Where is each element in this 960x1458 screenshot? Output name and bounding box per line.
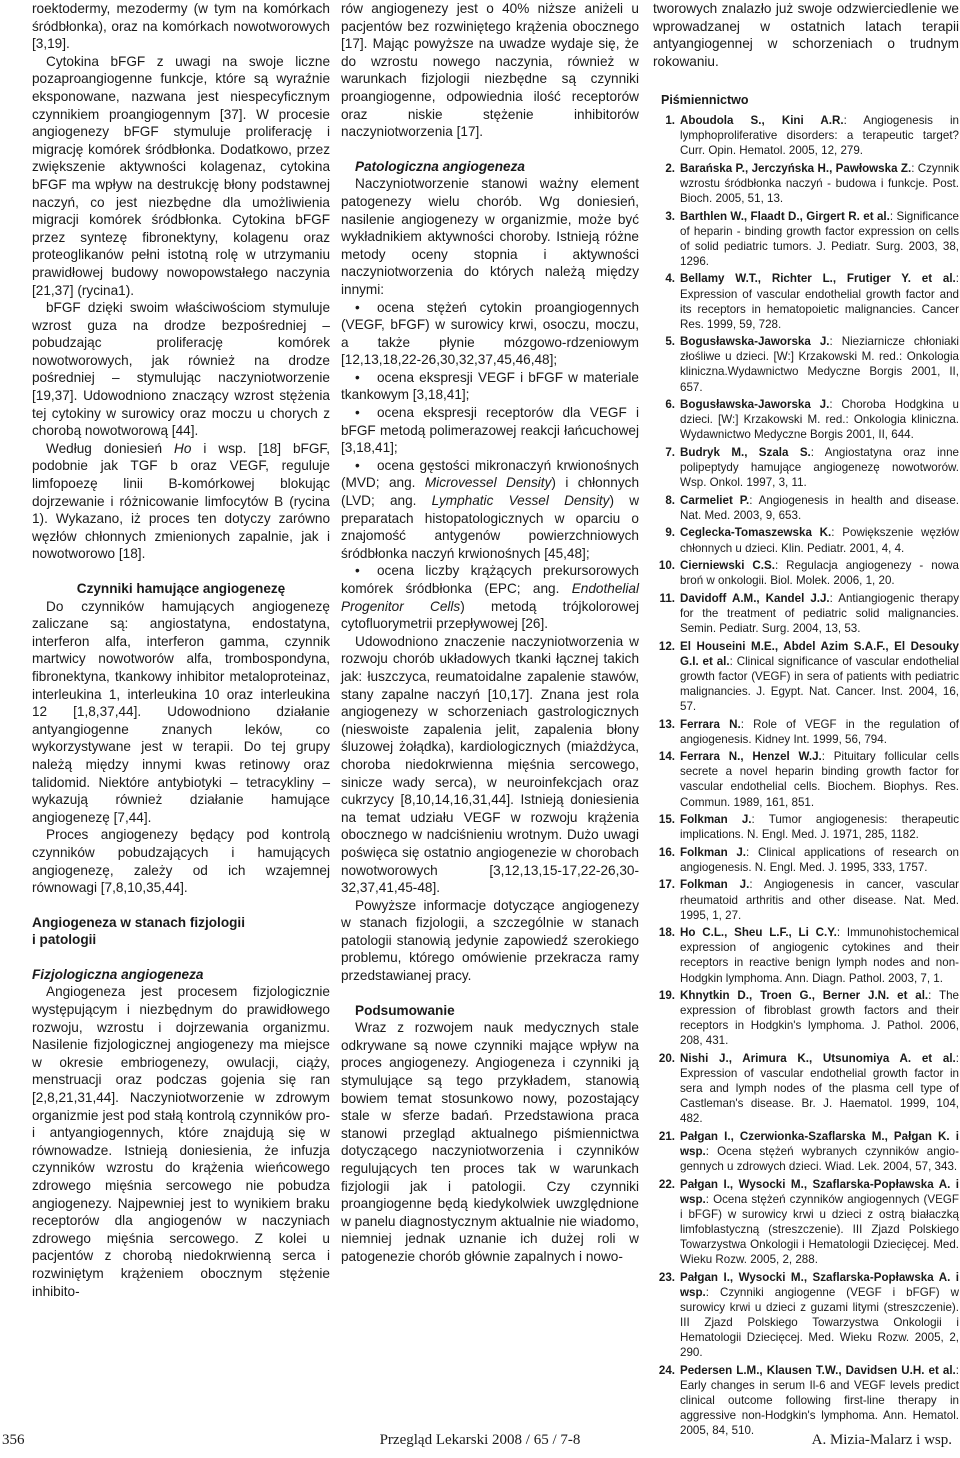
- bullet-icon: •: [355, 299, 360, 315]
- list-item-text: ocena ekspresji receptorów dla VEGF i bFGF metodą polimerazowej reakcji łańcuchowej [3,18,41];: [341, 405, 639, 456]
- list-item: [341, 299, 639, 369]
- reference-details: : Regulacja angiogenezy - nowa broń w onkologii. Biol. Molek. 2006, 1, 20.: [680, 559, 959, 588]
- column-middle: [341, 0, 639, 1266]
- section-heading: Podsumowanie: [355, 1002, 455, 1018]
- section-heading: [32, 914, 330, 949]
- reference-text: [680, 845, 959, 875]
- reference-number: 7.: [665, 445, 675, 459]
- reference-details: : The expression of fibroblast growth factors and their receptors in Hodgkin's lymphoma. J. Pathol. 2006, 208, 431.: [680, 989, 959, 1048]
- reference-authors: Ferrara N., Henzel W.J.: [680, 750, 822, 764]
- reference-item: [653, 639, 959, 714]
- reference-text: [680, 161, 959, 206]
- reference-item: [653, 558, 959, 588]
- text-run: ) i chłonnych (LVD; ang.: [341, 475, 639, 509]
- reference-details: : Expression of vascular endothelial growth factor in sera and lymph nodes of the plasma cell type of Castleman's disease. Br. J. Haematol. 1999, 104, 482.: [680, 1052, 959, 1126]
- list-item-text: ocena stężeń cytokin proangiogennych (VEGF, bFGF) w surowicy krwi, osoczu, moczu, a także płynie mózgowo-rdzeniowym [12,13,18,22-26,30,32,37,45,46,48];: [341, 299, 639, 368]
- reference-details: : Angiogenesis in lymphoproliferative disorders: a terapeutic target? Curr. Opin. Hematol. 2005, 12, 279.: [680, 113, 959, 158]
- paragraph: Naczyniotworzenie stanowi ważny element patogenezy wielu chorób. Wg doniesień, nasilenie angiogenezy w organizmie, może być wykładnikiem aktywności choroby. Istnieją różne metody oceny stopnia i aktywności naczyniotworzenia do których należą między innymi:: [341, 176, 639, 297]
- reference-text: [680, 749, 959, 809]
- paragraph: Udowodniono znaczenie naczyniotworzenia w rozwoju chorób układowych tkanki łącznej takich jak: łuszczyca, reumatoidalne zapalenie stawów, stany zapalne naczyń [10,17]. Znana jest rola angiogenezy w schorzeniach gastrologicznych (nieswoiste zapalenia jelit, zapalenia błony śluzowej żołądka), kardiologicznych (miażdżyca, choroba niedokrwienna mięśnia sercowego, sinicze wady serca), w neuroinfekcjach oraz cukrzycy [8,10,14,16,31,44]. Istnieją doniesienia na temat udziału VEGF w rozwoju krążenia obocznego w nadciśnieniu wrotnym. Dużo uwagi poświęca się ostatnio angiogenezie w chorobach nowotworowych [3,12,13,15-17,22-26,30-32,37,41,45-48].: [341, 633, 639, 896]
- reference-number: 4.: [665, 272, 675, 286]
- reference-authors: Folkman J.: [680, 813, 752, 827]
- reference-text: [680, 525, 959, 555]
- reference-details: : Immunohistochemical expression of angiogenic cytokines and their receptors in reactive benign lymph nodes and non-Hodgkin lymphoma. Ann. Diagn. Pathol. 2003, 7, 1.: [680, 926, 959, 985]
- reference-authors: Nishi J., Arimura K., Utsunomiya A. et al.: [680, 1052, 956, 1065]
- reference-item: [653, 1363, 959, 1438]
- italic-text: Lymphatic Vessel Density: [431, 493, 610, 509]
- reference-text: [680, 1270, 959, 1361]
- reference-text: [680, 812, 959, 842]
- reference-item: [653, 877, 959, 922]
- reference-item: [653, 161, 959, 206]
- reference-authors: El Houseini M.E., Abdel Azim S.A.F., El Desouky G.I. et al.: [680, 639, 959, 668]
- text-run: Według doniesień: [46, 440, 175, 456]
- italic-text: Endothelial Progenitor Cells: [341, 581, 639, 614]
- bullet-icon: •: [355, 563, 360, 579]
- paragraph: bFGF dzięki swoim właściwościom stymuluje wzrost guza na drodze bezpośredniej – pobudzając proliferację komórek nowotworowych, jak również na drodze pośredniej – stymulując naczyniotworzenie [19,37]. Udowodniono znaczący wzrost stężenia tej cytokiny w surowicy oraz moczu u chorych z chorobą nowotworową [44].: [32, 300, 330, 439]
- bullet-icon: •: [355, 457, 360, 473]
- reference-number: 16.: [658, 845, 675, 859]
- reference-number: 10.: [658, 559, 675, 573]
- paragraph: Angiogeneza jest procesem fizjologicznie występującym i niezbędnym do prawidłowego rozwoju, wzrostu i dojrzewania organizmu. Nasilenie fizjologicznej angiogenezy ma miejsce w okresie embriogenezy, owulacji, ciąży, menstruacji oraz podczas gojenia się ran [2,8,21,31,44]. Naczyniotworzenie w zdrowym organizmie jest pod stałą kontrolą czynników pro- i antyangiogennych, które znajdują się w równowadze. Istnieją doniesienia, że infuzja czynników wzrostu do krążenia wieńcowego zdrowego mięśnia sercowego nie pobudza angiogenezy. Najpewniej jest to wynikiem braku receptorów dla angiogenów w naczyniach zdrowego mięśnia sercowego. Z kolei u pacjentów z chorobą niedokrwienną serca i rozwiniętym krążeniem obocznym stężenie inhibito-: [32, 984, 330, 1299]
- reference-details: : Ocena stężeń wybranych czynników angio-gennych u zdrowych dzieci. Wiad. Lek. 2004, 57, 343.: [680, 1145, 959, 1174]
- reference-details: : Antiangiogenic therapy for the treatment of pediatric solid malignancies. Semin. Pediatr. Surg. 2004, 13, 53.: [680, 591, 959, 635]
- reference-details: : Angiostatyna oraz inne polipeptydy hamujące angiogenezę nowotworów. Wsp. Onkol. 1997, 3, 11.: [680, 445, 959, 490]
- column-right: [653, 0, 959, 1441]
- reference-authors: Davidoff A.M., Kandel J.J.: [680, 591, 830, 605]
- list-item: [341, 562, 639, 632]
- page-footer: [0, 1432, 960, 1452]
- heading-line: i patologii: [32, 932, 97, 948]
- reference-item: [653, 1270, 959, 1361]
- reference-authors: Pałgan I., Wysocki M., Szaflarska-Popławska A. i wsp.: [680, 1270, 959, 1299]
- reference-text: [680, 271, 959, 331]
- italic-text: Microvessel Density: [424, 475, 552, 491]
- reference-number: 19.: [658, 989, 675, 1003]
- reference-details: : Czynniki angiogenne (VEGF i bFGF) w surowicy krwi u dzieci z guzami litymi (streszczenie). III Zjazd Polskiego Towarzystwa Onkologii i Hematologii Dziecięcej. Med. Wieku Rozw. 2005, 2, 290.: [680, 1285, 959, 1360]
- paragraph: rów angiogenezy jest o 40% niższe aniżeli u pacjentów bez rozwiniętego krążenia obocznego [17]. Mając powyższe na uwadze wydaje się, że do wzrostu nowego naczynia, również w warunkach fizjologii niezbędne są czynniki proangiogenne, odpowiednia ilość receptorów oraz niskie stężenie inhibitorów naczyniotworzenia [17].: [341, 1, 639, 140]
- reference-authors: Pałgan I., Czerwionka-Szaflarska M., Pałgan K. i wsp.: [680, 1129, 959, 1159]
- reference-details: : Angiogenesis in health and disease. Nat. Med. 2003, 9, 653.: [680, 493, 959, 522]
- list-item: [341, 369, 639, 404]
- reference-number: 23.: [658, 1270, 675, 1284]
- reference-number: 18.: [658, 926, 675, 940]
- reference-authors: Cierniewski C.S.: [680, 559, 775, 573]
- reference-details: : Angiogenesis in cancer, vascular rheumatoid arthritis and other disease. Nat. Med. 1995, 1, 27.: [680, 878, 960, 922]
- paragraph: [32, 440, 330, 563]
- reference-authors: Pałgan I., Wysocki M., Szaflarska-Popławska A. i wsp.: [680, 1177, 959, 1206]
- paragraph: Cytokina bFGF z uwagi na swoje liczne pozaproangiogenne funkcje, które są wyraźnie eksponowane, nazwana jest niespecyficznym czynnikiem proangiogennym [37]. W procesie angiogenezy bFGF stymuluje proliferację i migrację komórek śródbłonka. Dodatkowo, przez zwiększenie aktywności kolagenaz, cytokina bFGF ma wpływ na destrukcję błony podstawnej naczyń, co jest niezbędne dla umożliwienia migracji komórek śródbłonka. Cytokina bFGF przez syntezę fibronektyny, kolagenu oraz proteoglikanów pełni istotną rolę w utrzymaniu prawidłowej budowy nowopowstałego naczynia [21,37] (rycina1).: [32, 53, 330, 298]
- reference-authors: Khnytkin D., Troen G., Berner J.N. et al.: [680, 989, 929, 1003]
- references-heading: Piśmiennictwo: [661, 93, 749, 108]
- reference-text: [680, 1177, 959, 1268]
- reference-authors: Barthlen W., Flaadt D., Girgert R. et al.: [680, 209, 890, 223]
- reference-text: [680, 558, 959, 588]
- text-run: ocena gęstości mikronaczyń krwionośnych (MVD; ang.: [341, 457, 639, 491]
- reference-item: [653, 209, 959, 269]
- reference-number: 2.: [665, 161, 675, 175]
- reference-item: [653, 334, 959, 394]
- section-heading: Czynniki hamujące angiogenezę: [76, 581, 286, 596]
- reference-number: 20.: [658, 1052, 675, 1065]
- reference-details: : Ocena stężeń czynników angiogennych (VEGF i bFGF) w surowicy krwi u dzieci z ostrą białaczką limfoblastyczną (streszczenie). III Zjazd Polskiego Towarzystwa Onkologii i Hematologii Dziecięcej. Med. Wieku Rozw. 2005, 2, 288.: [680, 1192, 959, 1267]
- reference-authors: Aboudola S., Kini A.R.: [680, 113, 844, 127]
- reference-details: : Nieziarnicze chłoniaki złośliwe u dzieci. [W:] Krzakowski M. red.: Onkologia kliniczna.Wydawnictwo Medyczne Borgis 2001, II, 657.: [680, 335, 960, 394]
- reference-item: [653, 397, 959, 442]
- reference-number: 11.: [659, 591, 675, 605]
- heading-line: Angiogeneza w stanach fizjologii: [32, 914, 245, 930]
- reference-authors: Bogusławska-Jaworska J.: [680, 398, 830, 412]
- reference-details: : Role of VEGF in the regulation of angiogenesis. Kidney Int. 1999, 56, 794.: [680, 717, 959, 746]
- reference-item: [653, 1129, 959, 1174]
- paragraph: tworowych znalazło już swoje odzwierciedlenie we wprowadzanej w ostatnich latach terapii antyangiogennej w schorzeniach o trudnym rokowaniu.: [653, 1, 959, 69]
- column-left: [32, 0, 330, 1300]
- paragraph: Powyższe informacje dotyczące angiogenezy w stanach fizjologii, a szczególnie w stanach patologii stanowią jedynie zapowiedź szerokiego problemu, którego omówienie przekracza ramy przedstawianej pracy.: [341, 897, 639, 984]
- reference-number: 24.: [658, 1363, 675, 1377]
- reference-text: [680, 717, 959, 747]
- reference-item: [653, 525, 959, 555]
- paragraph: Wraz z rozwojem nauk medycznych stale odkrywane są nowe czynniki mające wpływ na proces angiogenezy. Angiogeneza i czynniki ją stymulujące są tego przykładem, stanowią bowiem temat stosunkowo nowy, pozostający stale w sferze badań. Przedstawiona praca stanowi przegląd aktualnego piśmiennictwa dotyczącego naczyniotworzenia i czynników regulujących ten proces tak w warunkach fizjologii jak i patologii. Czy czynniki proangiogenne będą kiedykolwiek uwzględnione w panelu diagnostycznym aktualnie nie wiadomo, niemniej jednak uznanie ich dużej roli w patogenezie chorób głównie zapalnych i nowo-: [341, 1020, 639, 1264]
- reference-number: 22.: [658, 1177, 675, 1191]
- text-run: ) w preparatach histopatologicznych w oparciu o znajomość antygenów powierzchniowych śródbłonka naczyń krwionośnych [45,48];: [341, 493, 640, 561]
- reference-number: 17.: [658, 878, 675, 892]
- reference-number: 12.: [658, 639, 675, 653]
- reference-text: [680, 925, 959, 985]
- reference-text: [680, 209, 959, 269]
- paragraph: roektodermy, mezodermy (w tym na komórkach śródbłonka), oraz na komórkach nowotworowych [3,19].: [32, 1, 330, 52]
- reference-details: : Powiększenie węzłów chłonnych u dzieci. Klin. Pediatr. 2001, 4, 4.: [680, 526, 959, 555]
- reference-text: [680, 334, 959, 394]
- reference-item: [653, 591, 959, 636]
- reference-details: : Choroba Hodgkina u dzieci. [W:] Krzakowski M. red.: Onkologia kliniczna. Wydawnictwo Medyczne Borgis 2001, II, 644.: [680, 398, 959, 442]
- reference-item: [653, 113, 959, 158]
- reference-item: [653, 445, 959, 490]
- reference-item: [653, 717, 959, 747]
- reference-text: [680, 1129, 959, 1174]
- paragraph: Do czynników hamujących angiogenezę zaliczane są: angiostatyna, endostatyna, interferon alfa, interferon gamma, czynnik martwicy nowotworów alfa, trombospondyna, fibronektyna, tkankowy inhibitor metaloproteinaz, interleukina 1, interleukina 10 oraz interleukina 12 [1,8,37,44]. Udowodniono działanie antyangiogenne znanych leków, co wykorzystywane jest w terapii. Do tej grupy należą między innymi kwas retinowy oraz talidomid. Niektóre antybiotyki – tetracykliny – wykazują również działanie hamujące angiogenezę [7,44].: [32, 598, 330, 825]
- reference-details: : Significance of heparin - binding growth factor expression on cells of solid pediatric tumors. J. Pediatr. Surg. 2003, 38, 1296.: [680, 209, 959, 268]
- reference-authors: Ferrara N.: [680, 717, 741, 731]
- reference-item: [653, 271, 959, 331]
- reference-authors: Barańska P., Jerczyńska H., Pawłowska Z.: [680, 161, 912, 175]
- reference-authors: Folkman J.: [680, 878, 750, 892]
- method-list: [341, 299, 639, 633]
- bullet-icon: •: [355, 405, 360, 421]
- reference-item: [653, 812, 959, 842]
- reference-text: [680, 988, 959, 1048]
- reference-item: [653, 749, 959, 809]
- reference-text: [680, 1051, 959, 1126]
- reference-authors: Ho C.L., Sheu L.F., Li C.Y.: [680, 926, 837, 940]
- reference-number: 5.: [665, 335, 675, 349]
- reference-text: [680, 639, 959, 714]
- reference-authors: Carmeliet P.: [680, 493, 750, 507]
- reference-authors: Folkman J.: [680, 845, 747, 859]
- reference-authors: Pedersen L.M., Klausen T.W., Davidsen U.H. et al.: [680, 1363, 956, 1377]
- reference-item: [653, 493, 959, 523]
- reference-item: [653, 1051, 959, 1126]
- reference-authors: Budryk M., Szala S.: [680, 445, 811, 459]
- reference-number: 8.: [665, 493, 675, 507]
- reference-number: 9.: [665, 526, 675, 540]
- reference-details: : Expression of vascular endothelial growth factor and its receptors in hematopoietic malignancies. Cancer Res. 1999, 59, 728.: [680, 272, 959, 331]
- reference-list: [653, 113, 959, 1438]
- reference-details: : Early changes in serum Il-6 and VEGF levels predict clinical outcome following first-line therapy in aggressive non-Hodgkin's lymphoma. Ann. Hematol. 2005, 84, 510.: [680, 1363, 959, 1438]
- reference-number: 21.: [658, 1129, 675, 1143]
- reference-item: [653, 925, 959, 985]
- list-item: [341, 404, 639, 457]
- reference-text: [680, 1363, 959, 1438]
- reference-details: : Clinical applications of research on angiogenesis. N. Engl. Med. J. 1995, 333, 1757.: [680, 845, 959, 874]
- reference-number: 14.: [658, 750, 675, 764]
- reference-item: [653, 988, 959, 1048]
- reference-details: : Czynnik wzrostu śródbłonka naczyń - budowa i funkcje. Post. Bioch. 2005, 51, 13.: [680, 161, 959, 205]
- text-run: ) metodą trójkolorowej cytofluorymetrii przepływowej [26].: [341, 598, 639, 632]
- running-authors: A. Mizia-Malarz i wsp.: [811, 1432, 952, 1448]
- bullet-icon: •: [355, 369, 360, 385]
- journal-citation: Przegląd Lekarski 2008 / 65 / 7-8: [379, 1432, 581, 1448]
- reference-text: [680, 493, 959, 523]
- subsection-heading: Fizjologiczna angiogeneza: [32, 966, 204, 982]
- subsection-heading: Patologiczna angiogeneza: [355, 158, 525, 174]
- text-run: i wsp. [18] bFGF, podobnie jak TGF b oraz VEGF, reguluje limfopoezę linii B-komórkowej blokując dojrzewanie i różnicowanie limfocytów B (rycina 1). Wykazano, iż proces ten dotyczy zarówno węzłów chłonnych zmienionych zapalnie, jak i nowotworowo [18].: [32, 440, 330, 562]
- list-item: [341, 457, 639, 563]
- reference-number: 13.: [658, 717, 675, 731]
- reference-details: : Clinical significance of vascular endothelial growth factor (VEGF) in sera of patients with pediatric malignancies. J. Egypt. Nat. Cancer. Inst. 2004, 16, 57.: [680, 654, 959, 713]
- italic-text: Ho: [174, 440, 192, 456]
- reference-authors: Bellamy W.T., Richter L., Frutiger Y. et al.: [680, 272, 956, 286]
- reference-text: [680, 445, 959, 490]
- page-number: 356: [2, 1432, 25, 1448]
- text-run: ocena liczby krążących prekursorowych komórek śródbłonka (EPC; ang.: [341, 563, 639, 596]
- reference-text: [680, 113, 959, 158]
- reference-item: [653, 1177, 959, 1268]
- reference-text: [680, 877, 959, 922]
- reference-authors: Ceglecka-Tomaszewska K.: [680, 526, 832, 540]
- reference-item: [653, 845, 959, 875]
- paragraph: Proces angiogenezy będący pod kontrolą czynników pobudzających i hamujących angiogenezę, zależy od ich wzajemnej równowagi [7,8,10,35,44].: [32, 827, 330, 896]
- reference-number: 3.: [665, 209, 675, 223]
- reference-number: 1.: [665, 113, 675, 127]
- reference-number: 15.: [658, 813, 675, 827]
- reference-text: [680, 397, 959, 442]
- reference-authors: Bogusławska-Jaworska J.: [680, 335, 830, 349]
- reference-number: 6.: [665, 398, 675, 412]
- reference-details: : Pituitary follicular cells secrete a novel heparin binding growth factor for vascular endothelial cells. Biochem. Biophys. Res. Commun. 1989, 161, 851.: [680, 750, 959, 809]
- reference-text: [680, 591, 959, 636]
- reference-details: : Tumor angiogenesis: therapeutic implications. N. Engl. Med. J. 1971, 285, 1182.: [680, 813, 960, 842]
- list-item-text: ocena ekspresji VEGF i bFGF w materiale tkankowym [3,18,41];: [341, 369, 639, 403]
